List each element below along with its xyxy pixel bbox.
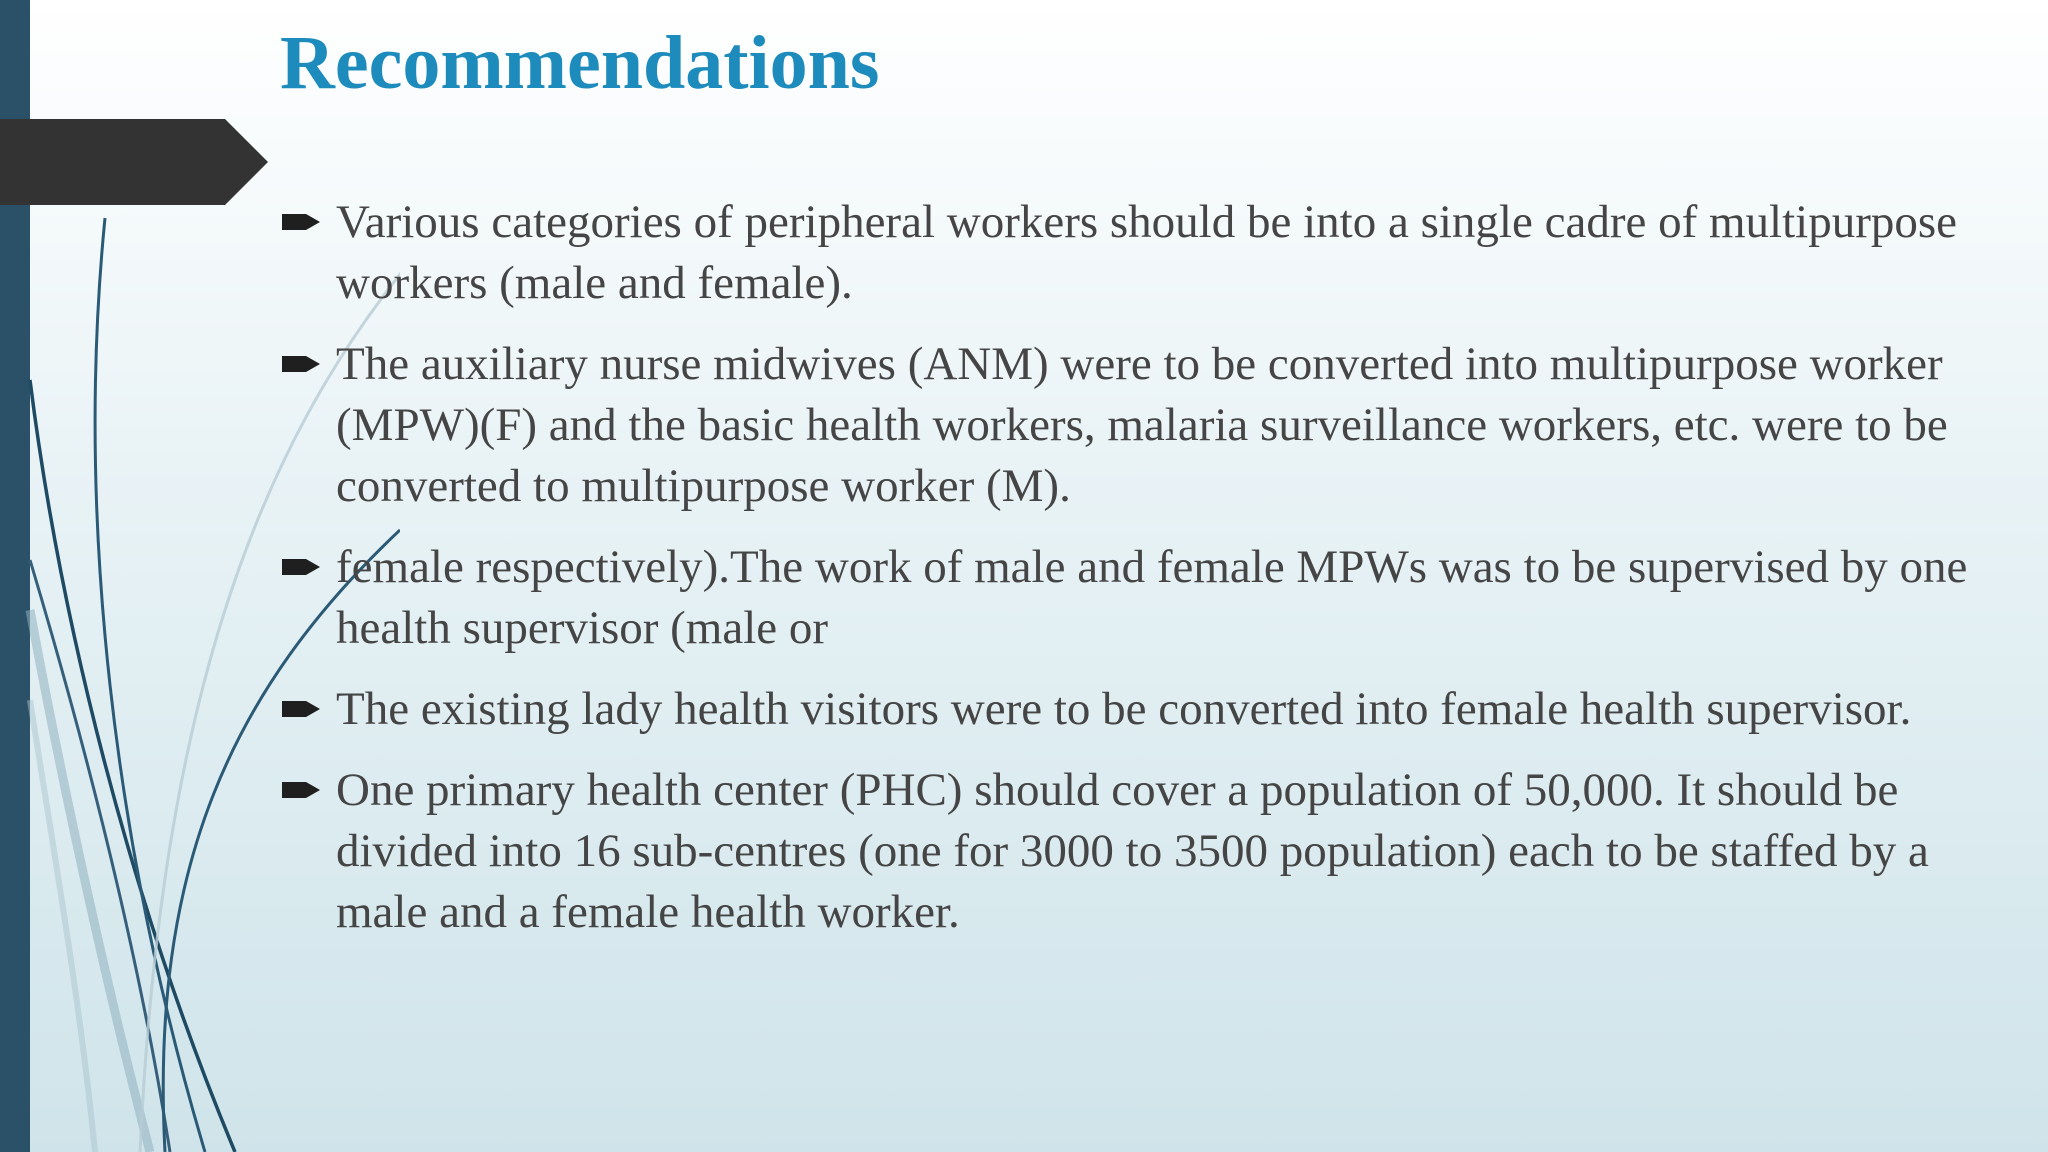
arrow-bullet-icon bbox=[282, 556, 322, 578]
bullet-item bbox=[280, 760, 2030, 943]
bullet-text: The existing lady health visitors were to be converted into female health supervisor. bbox=[336, 683, 1912, 735]
bullet-text: The auxiliary nurse midwives (ANM) were to be converted into multipurpose worker (MPW)(F) and the basic health workers, malaria surveillance workers, etc. were to be converted to multipurpose worker (M). bbox=[336, 338, 1948, 512]
bullet-item bbox=[280, 192, 2030, 314]
bullet-text: Various categories of peripheral workers should be into a single cadre of multipurpose workers (male and female). bbox=[336, 196, 1958, 309]
bullet-text: female respectively).The work of male and female MPWs was to be supervised by one health supervisor (male or bbox=[336, 541, 1968, 654]
arrow-bullet-icon bbox=[282, 698, 322, 720]
slide-title: Recommendations bbox=[280, 21, 880, 105]
bullet-item bbox=[280, 537, 2030, 659]
arrow-bullet-icon bbox=[282, 779, 322, 801]
bullet-list bbox=[280, 192, 2030, 963]
bullet-item bbox=[280, 679, 2030, 740]
arrow-bullet-icon bbox=[282, 353, 322, 375]
bullet-item bbox=[280, 334, 2030, 517]
arrow-bullet-icon bbox=[282, 211, 322, 233]
title-tab-arrow bbox=[0, 119, 270, 205]
bullet-text: One primary health center (PHC) should cover a population of 50,000. It should be divided into 16 sub-centres (one for 3000 to 3500 population) each to be staffed by a male and a female health worker. bbox=[336, 764, 1929, 938]
